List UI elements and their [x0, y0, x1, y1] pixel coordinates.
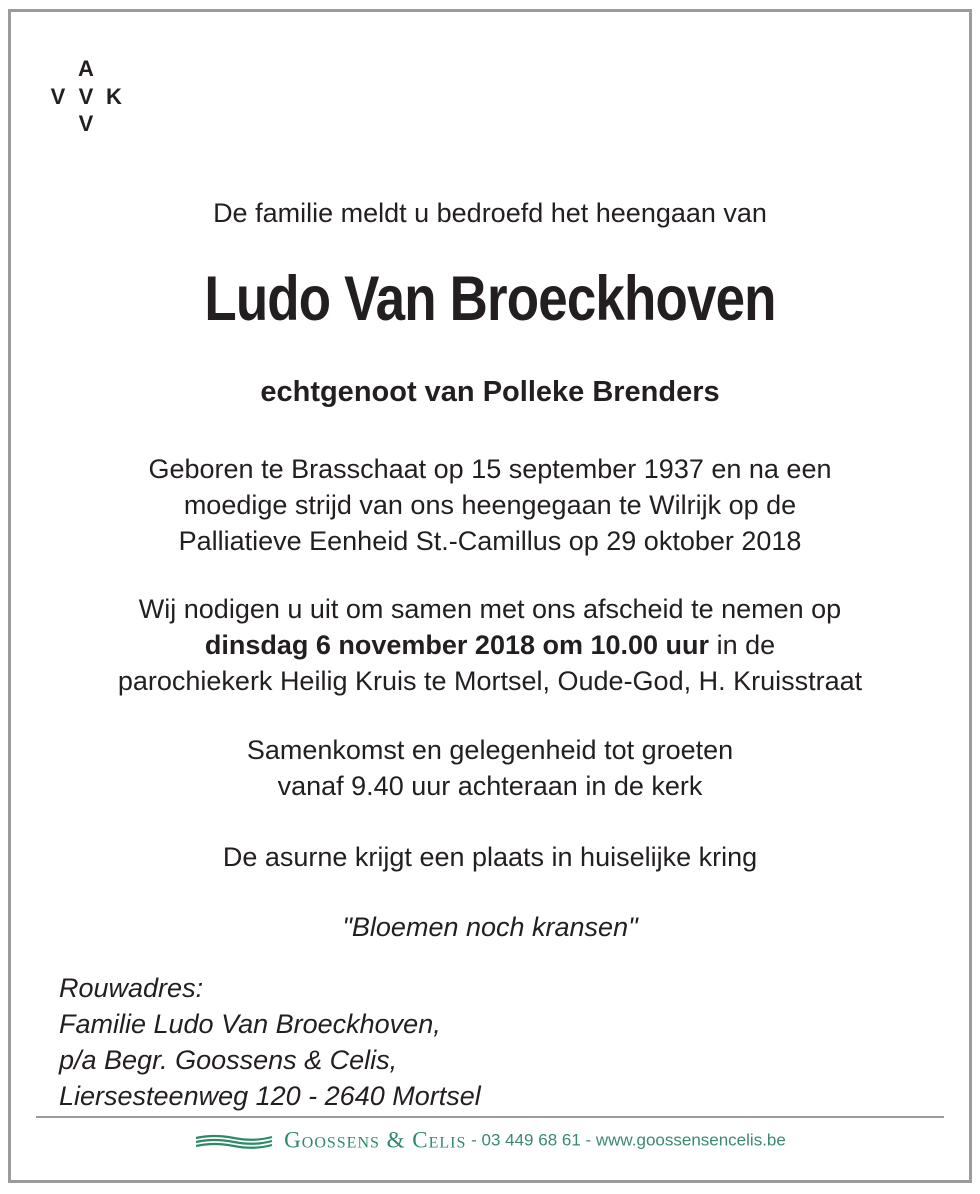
address-line-3: Liersesteenweg 120 - 2640 Mortsel — [59, 1081, 481, 1111]
logo-letter-bottom: V — [78, 111, 94, 136]
address-label: Rouwadres: — [59, 973, 204, 1003]
logo-letter-left: V — [50, 84, 66, 109]
logo-letter-top: A — [78, 56, 94, 81]
spouse-line: echtgenoot van Polleke Brenders — [260, 376, 720, 408]
born-line-3: Palliatieve Eenheid St.-Camillus op 29 oktober 2018 — [178, 526, 802, 556]
logo-letter-right: K — [106, 84, 122, 109]
deceased-name: Ludo Van Broeckhoven — [204, 264, 776, 334]
footer-divider — [36, 1116, 944, 1118]
invite-line-1: Wij nodigen u uit om samen met ons afscheid te nemen op — [138, 594, 842, 624]
gathering-paragraph — [0, 732, 980, 804]
intro-text: De familie meldt u bedroefd het heengaan van — [213, 198, 767, 228]
invite-line-2-rest: in de — [709, 630, 776, 660]
logo-letter-middle: V — [78, 84, 94, 109]
born-line-2: moedige strijd van ons heengegaan te Wilrijk op de — [183, 490, 797, 520]
funeral-home-contact: - 03 449 68 61 - www.goossensencelis.be — [466, 1130, 786, 1150]
mourning-address — [59, 970, 481, 1114]
funeral-date: dinsdag 6 november 2018 om 10.00 uur — [204, 630, 710, 660]
gather-line-1: Samenkomst en gelegenheid tot groeten — [246, 735, 734, 765]
gather-line-2: vanaf 9.40 uur achteraan in de kerk — [277, 771, 703, 801]
flowers-line: "Bloemen noch kransen" — [342, 912, 638, 942]
invitation-paragraph — [0, 591, 980, 699]
address-line-1: Familie Ludo Van Broeckhoven, — [59, 1009, 441, 1039]
vvk-logo — [46, 56, 126, 134]
born-line-1: Geboren te Brasschaat op 15 september 1937 en na een — [148, 454, 832, 484]
invite-line-3: parochiekerk Heilig Kruis te Mortsel, Oude-God, H. Kruisstraat — [117, 666, 863, 696]
funeral-home-name: Goossens & Celis — [284, 1127, 467, 1153]
funeral-home-footer — [0, 1124, 980, 1156]
birth-death-paragraph — [0, 451, 980, 559]
address-line-2: p/a Begr. Goossens & Celis, — [59, 1045, 398, 1075]
invite-line-2 — [0, 627, 980, 663]
urn-line: De asurne krijgt een plaats in huiselijke kring — [222, 842, 758, 872]
goossens-celis-wave-logo-icon — [194, 1132, 274, 1150]
